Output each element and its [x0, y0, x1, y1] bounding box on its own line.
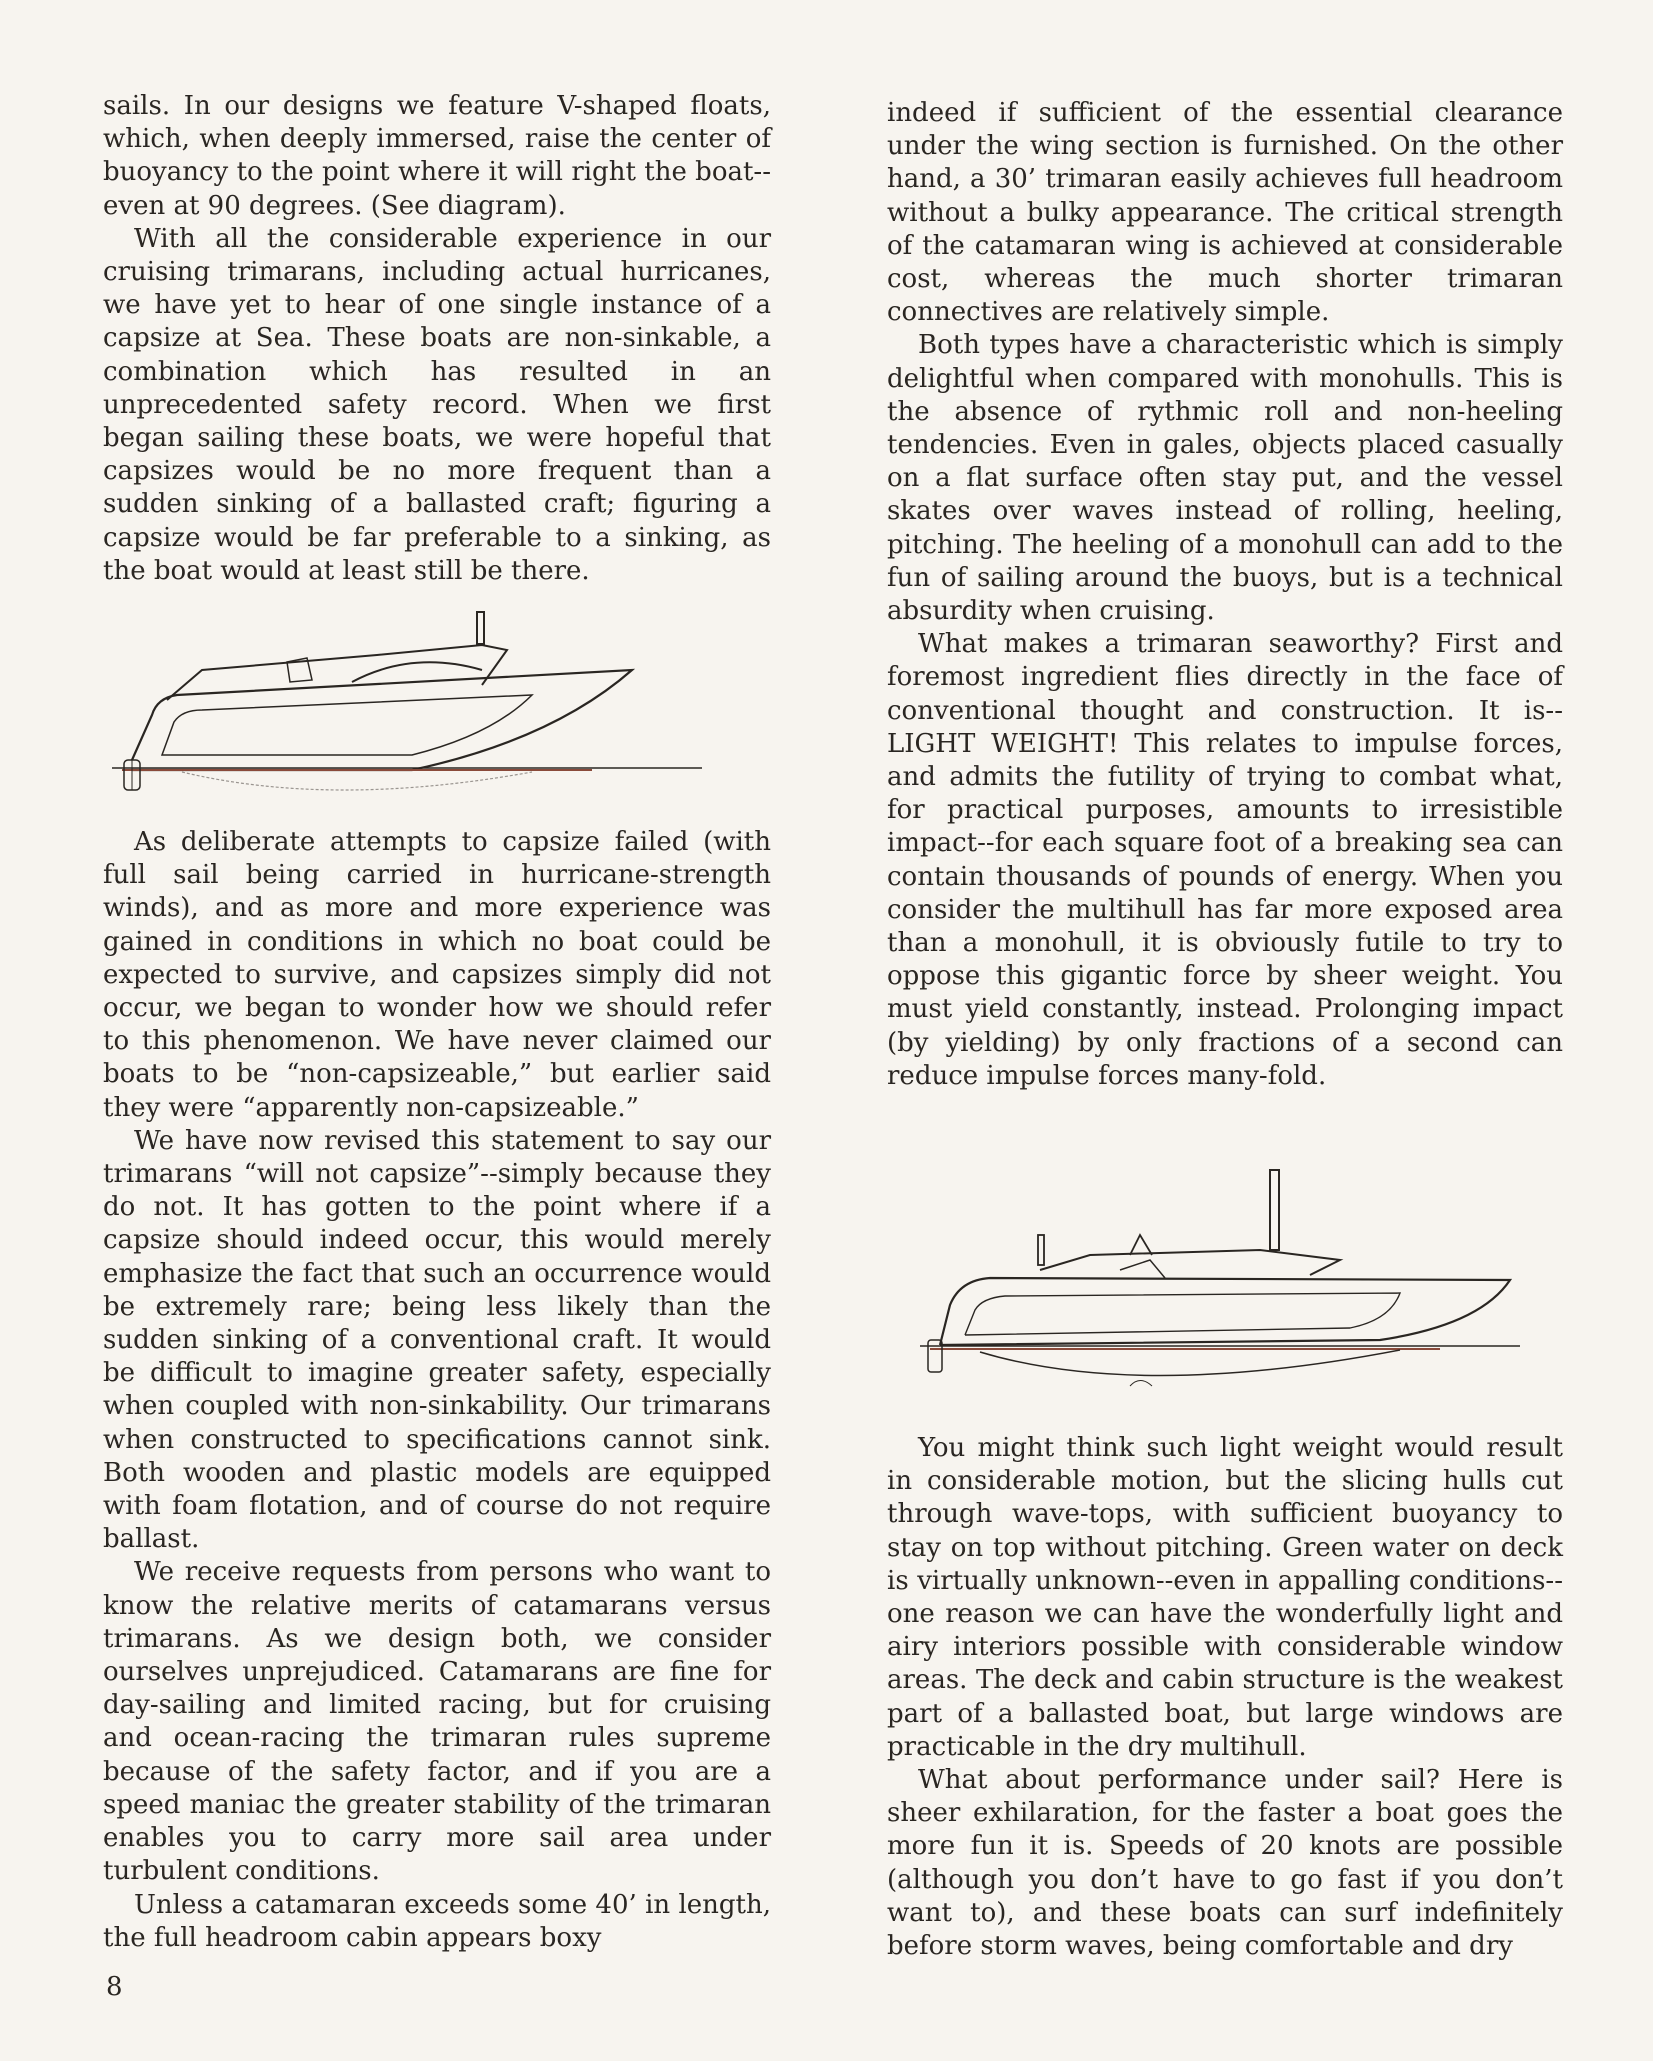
trimaran-sketch-icon — [112, 610, 752, 810]
right-paragraph-1: indeed if sufficient of the essential clearance under the wing section is furnished. On the other hand, a 30’ trimaran easily achieves full headroom without a bulky appearance. The critical strength of the catamaran wing is achieved at considerable cost, whereas the much shorter trimaran connectives are relatively simple. — [887, 98, 1563, 328]
left-column-continued — [103, 826, 771, 1955]
left-paragraph-1: sails. In our designs we feature V-shaped floats, which, when deeply immersed, raise the center of buoyancy to the point where it will right the boat--even at 90 degrees. (See diagram). — [103, 91, 771, 221]
right-column — [887, 97, 1563, 1093]
right-paragraph-3: What makes a trimaran seaworthy? First and foremost ingredient flies directly in the face of conventional thought and construction. It is--LIGHT WEIGHT! This relates to impulse forces, and admits the futility of trying to combat what, for practical purposes, amounts to irresistible impact--for each square foot of a breaking sea can contain thousands of pounds of energy. When you consider the multihull has far more exposed area than a monohull, it is obviously futile to try to oppose this gigantic force by sheer weight. You must yield constantly, instead. Prolonging impact (by yielding) by only fractions of a second can reduce impulse forces many-fold. — [887, 629, 1563, 1091]
page-number: 8 — [106, 1972, 123, 2002]
left-paragraph-2: With all the considerable experience in our cruising trimarans, including actual hurricanes, we have yet to hear of one single instance of a capsize at Sea. These boats are non-sinkable, a combination which has resulted in an unprecedented safety record. When we first began sailing these boats, we were hopeful that capsizes would be no more frequent than a sudden sinking of a ballasted craft; figuring a capsize would be far preferable to a sinking, as the boat would at least still be there. — [103, 223, 771, 586]
right-paragraph-2: Both types have a characteristic which is simply delightful when compared with monohulls. This is the absence of rythmic roll and non-heeling tendencies. Even in gales, objects placed casually on a flat surface often stay put, and the vessel skates over waves instead of rolling, heeling, pitching. The heeling of a monohull can add to the fun of sailing around the buoys, but is a technical absurdity when cruising. — [887, 330, 1563, 627]
trimaran-drawing-2 — [920, 1160, 1540, 1400]
trimaran-sketch-icon — [920, 1160, 1540, 1400]
left-column — [103, 90, 771, 588]
right-paragraph-4: You might think such light weight would result in considerable motion, but the slicing hulls cut through wave-tops, with sufficient buoyancy to stay on top without pitching. Green water on deck is virtually unknown--even in appalling conditions--one reason we can have the wonderfully light and airy interiors possible with considerable window areas. The deck and cabin structure is the weakest part of a ballasted boat, but large windows are practicable in the dry multihull. — [887, 1433, 1563, 1762]
right-paragraph-5: What about performance under sail? Here is sheer exhilaration, for the faster a boat goes the more fun it is. Speeds of 20 knots are possible (although you don’t have to go fast if you don’t want to), and these boats can surf indefinitely before storm waves, being comfortable and dry — [887, 1765, 1563, 1962]
right-column-continued — [887, 1432, 1563, 1963]
left-paragraph-6: Unless a catamaran exceeds some 40’ in length, the full headroom cabin appears boxy — [103, 1889, 771, 1953]
trimaran-drawing-1 — [112, 610, 752, 810]
left-paragraph-3: As deliberate attempts to capsize failed (with full sail being carried in hurricane-strength winds), and as more and more experience was gained in conditions in which no boat could be expected to survive, and capsizes simply did not occur, we began to wonder how we should refer to this phenomenon. We have never claimed our boats to be “non-capsizeable,” but earlier said they were “apparently non-capsizeable.” — [103, 827, 771, 1123]
left-paragraph-4: We have now revised this statement to say our trimarans “will not capsize”--simply because they do not. It has gotten to the point where if a capsize should indeed occur, this would merely emphasize the fact that such an occurrence would be extremely rare; being less likely than the sudden sinking of a conventional craft. It would be difficult to imagine greater safety, especially when coupled with non-sinkability. Our trimarans when constructed to specifications cannot sink. Both wooden and plastic models are equipped with foam flotation, and of course do not require ballast. — [103, 1125, 771, 1555]
left-paragraph-5: We receive requests from persons who want to know the relative merits of catamarans versus trimarans. As we design both, we consider ourselves unprejudiced. Catamarans are fine for day-sailing and limited racing, but for cruising and ocean-racing the trimaran rules supreme because of the safety factor, and if you are a speed maniac the greater stability of the trimaran enables you to carry more sail area under turbulent conditions. — [103, 1557, 771, 1887]
